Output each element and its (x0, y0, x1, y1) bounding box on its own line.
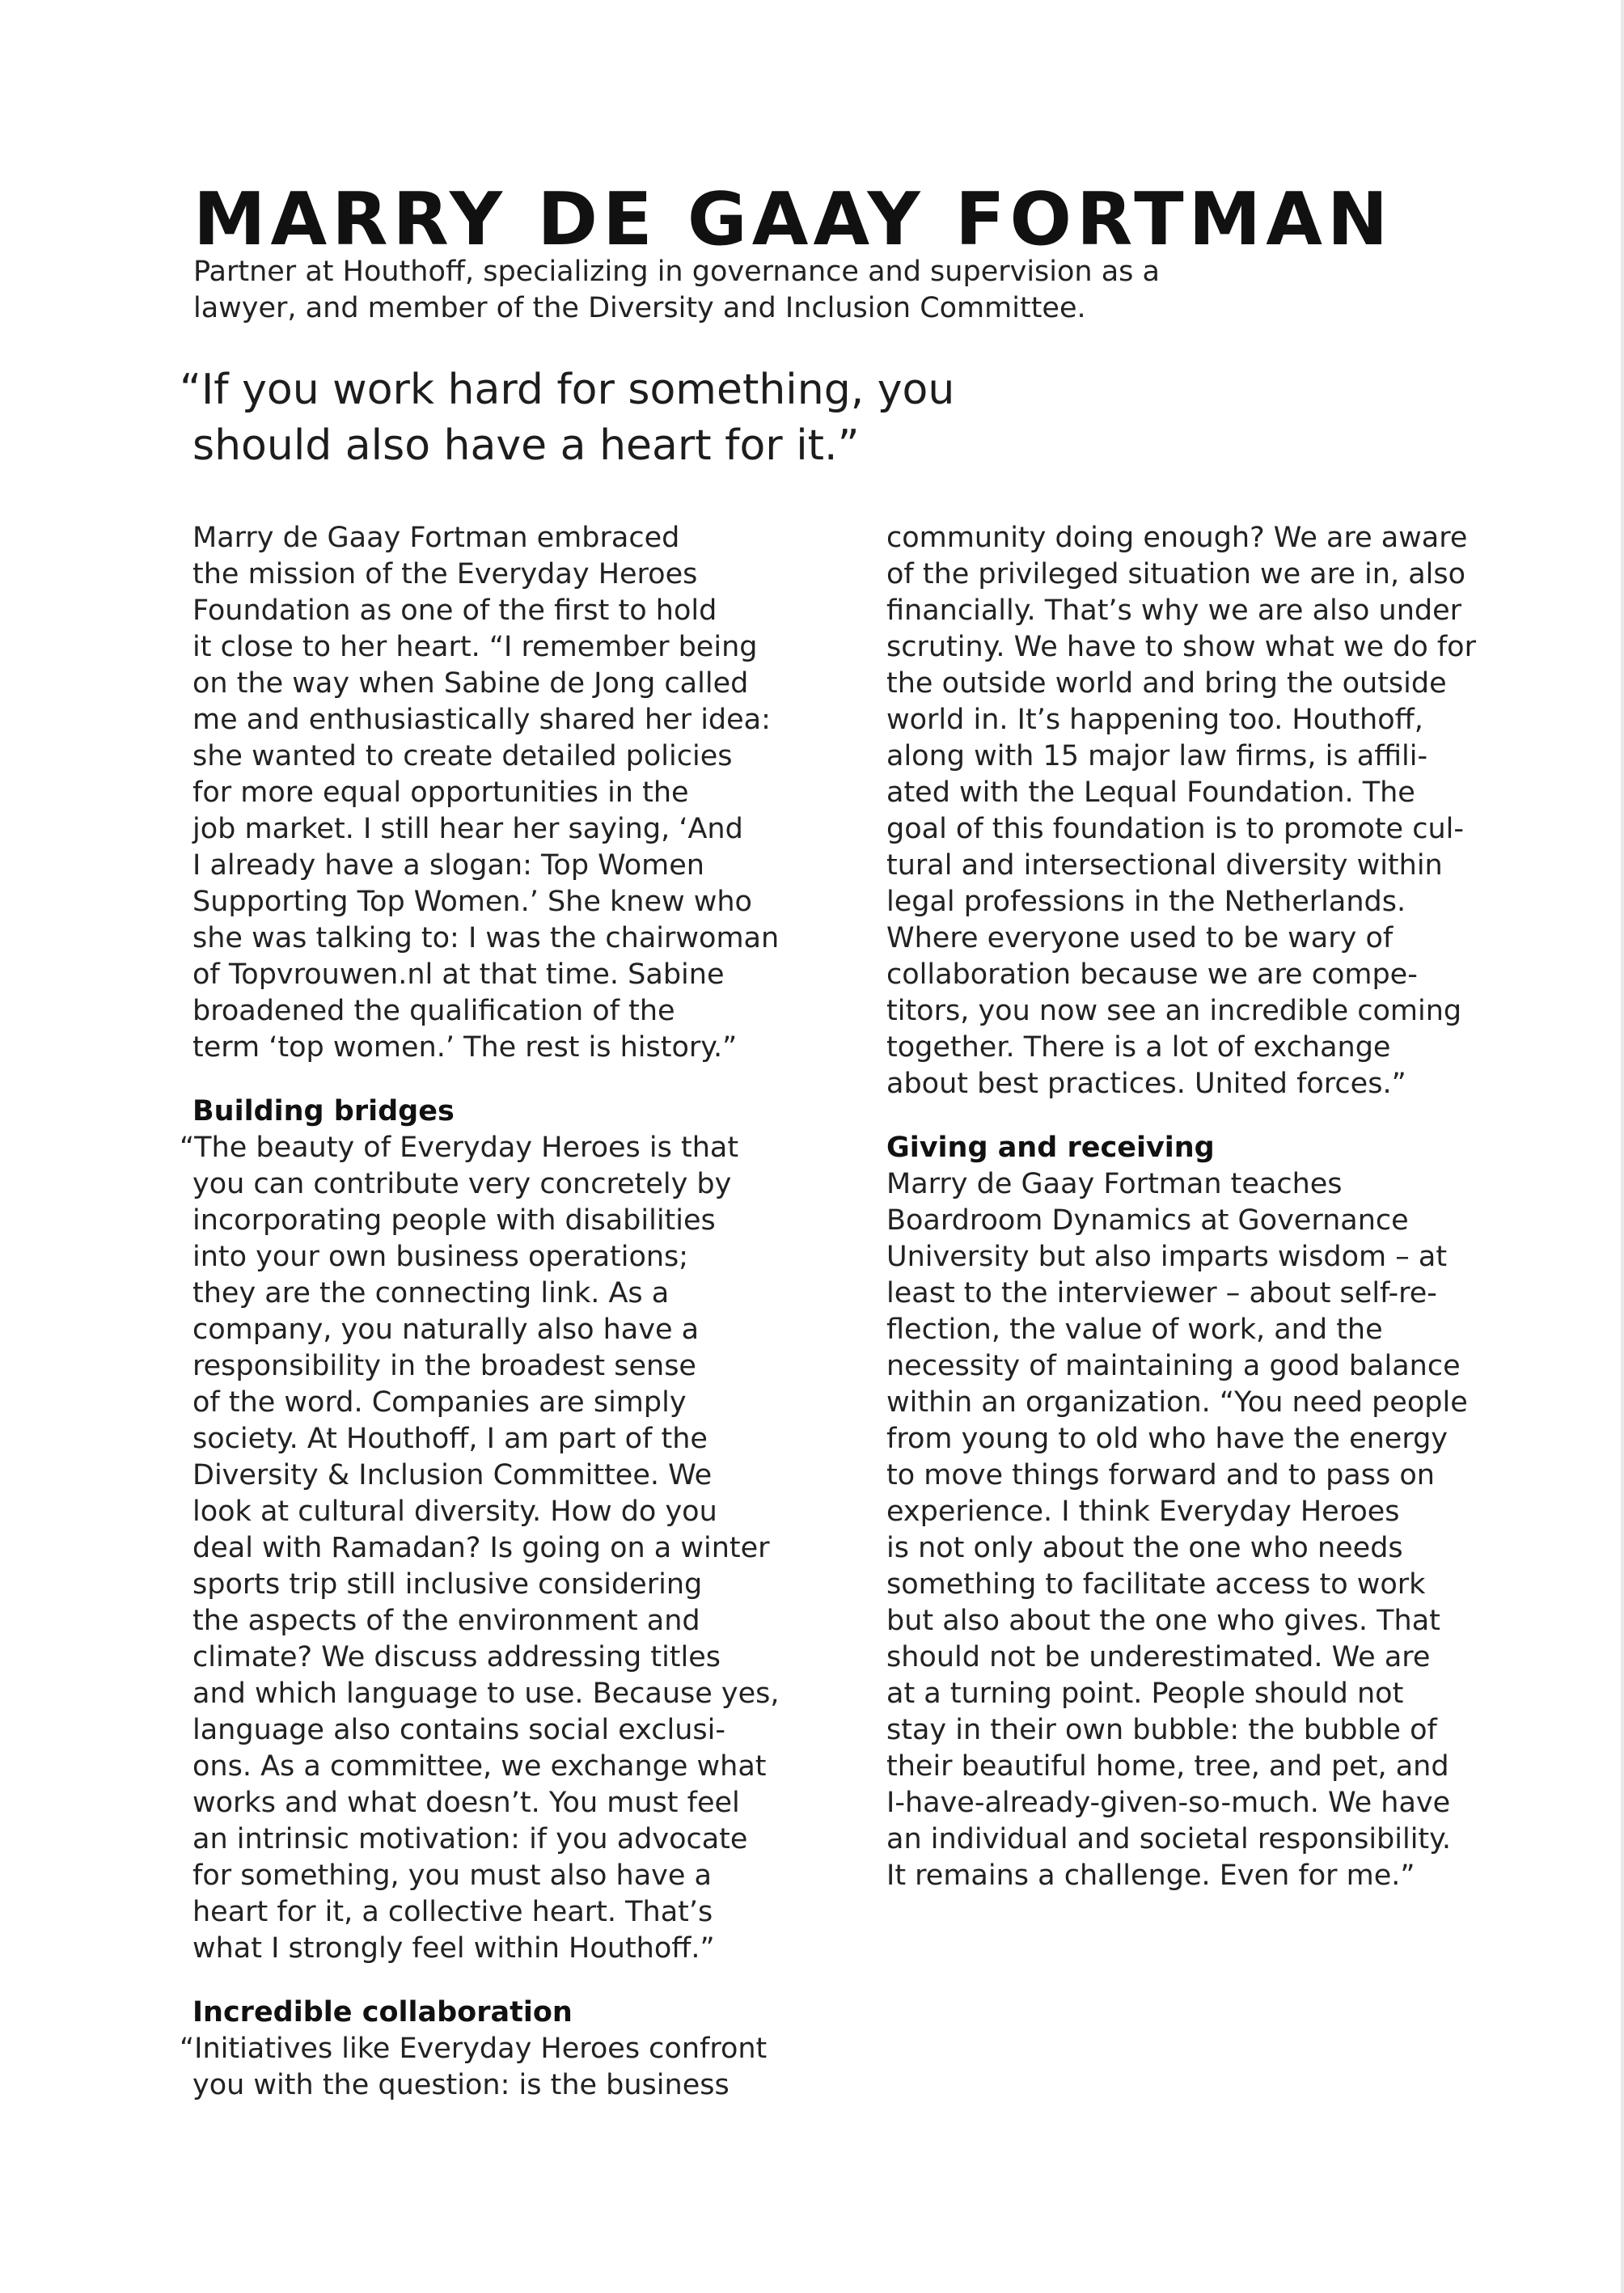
text-line: Diversity & Inclusion Committee. We (192, 1459, 713, 1491)
text-line: on the way when Sabine de Jong called (192, 667, 749, 700)
text-line: you can contribute very concretely by (192, 1168, 732, 1200)
text-line: term ‘top women.’ The rest is history.” (192, 1031, 738, 1064)
giving-and-receiving-paragraph (873, 1166, 1520, 1894)
text-line: sports trip still inclusive considering (192, 1568, 703, 1601)
text-line: job market. I still hear her saying, ‘And (192, 813, 743, 845)
text-line: within an organization. “You need people (886, 1386, 1468, 1419)
page-edge (1621, 0, 1624, 2293)
text-line: she was talking to: I was the chairwoman (192, 922, 780, 954)
intro-paragraph (180, 520, 810, 1066)
text-line: me and enthusiastically shared her idea: (192, 704, 771, 736)
pull-quote (180, 362, 1069, 474)
text-line: I-have-already-given-so-much. We have (886, 1787, 1451, 1819)
text-line: should not be underestimated. We are (886, 1641, 1431, 1673)
continuation-paragraph (873, 520, 1520, 1102)
text-line: into your own business operations; (192, 1241, 689, 1273)
text-line: works and what doesn’t. You must feel (192, 1787, 740, 1819)
text-line: I already have a slogan: Top Women (192, 849, 704, 882)
text-line: but also about the one who gives. That (886, 1605, 1440, 1637)
text-line: financially. That’s why we are also under (886, 594, 1462, 627)
text-line: language also contains social exclusi- (192, 1714, 725, 1746)
text-line: what I strongly feel within Houthoff.” (192, 1932, 715, 1965)
text-line: climate? We discuss addressing titles (192, 1641, 721, 1673)
text-line: Marry de Gaay Fortman embraced (192, 522, 680, 554)
text-line: is not only about the one who needs (886, 1532, 1403, 1564)
section-heading-giving-and-receiving: Giving and receiving (886, 1132, 1215, 1164)
text-line: along with 15 major law firms, is affili- (886, 740, 1428, 772)
text-line: from young to old who have the energy (886, 1423, 1448, 1455)
text-line: titors, you now see an incredible coming (886, 995, 1462, 1027)
text-line: ons. As a committee, we exchange what (192, 1750, 767, 1783)
text-line: scrutiny. We have to show what we do for (886, 631, 1476, 663)
subtitle-line: Partner at Houthoff, specializing in governance and supervision as a (193, 256, 1160, 288)
text-line: Foundation as one of the first to hold (192, 594, 717, 627)
text-line: “The beauty of Everyday Heroes is that (180, 1132, 739, 1164)
pull-quote-line: should also have a heart for it.” (192, 421, 860, 470)
text-line: of Topvrouwen.nl at that time. Sabine (192, 958, 725, 991)
text-line: the outside world and bring the outside (886, 667, 1447, 700)
text-line: Marry de Gaay Fortman teaches (886, 1168, 1343, 1200)
text-line: Where everyone used to be wary of (886, 922, 1394, 954)
text-line: stay in their own bubble: the bubble of (886, 1714, 1437, 1746)
text-line: an individual and societal responsibility. (886, 1823, 1452, 1855)
section-heading-incredible-collaboration: Incredible collaboration (192, 1996, 573, 2029)
text-line: Supporting Top Women.’ She knew who (192, 886, 752, 918)
text-line: “Initiatives like Everyday Heroes confront (180, 2033, 768, 2065)
text-line: the aspects of the environment and (192, 1605, 700, 1637)
text-line: deal with Ramadan? Is going on a winter (192, 1532, 770, 1564)
text-line: of the word. Companies are simply (192, 1386, 687, 1419)
text-line: community doing enough? We are aware (886, 522, 1468, 554)
text-line: necessity of maintaining a good balance (886, 1350, 1461, 1382)
page-title: MARRY DE GAAY FORTMAN (193, 177, 1394, 262)
subtitle (193, 254, 1245, 327)
text-line: of the privileged situation we are in, also (886, 558, 1466, 590)
text-line: it close to her heart. “I remember being (192, 631, 758, 663)
right-column (873, 520, 1520, 1894)
text-line: and which language to use. Because yes, (192, 1677, 780, 1710)
text-line: together. There is a lot of exchange (886, 1031, 1391, 1064)
text-line: broadened the qualification of the (192, 995, 675, 1027)
left-column (180, 520, 810, 2104)
text-line: the mission of the Everyday Heroes (192, 558, 698, 590)
text-line: company, you naturally also have a (192, 1314, 700, 1346)
text-line: world in. It’s happening too. Houthoff, (886, 704, 1423, 736)
text-line: they are the connecting link. As a (192, 1277, 670, 1309)
text-line: ated with the Lequal Foundation. The (886, 776, 1415, 809)
text-line: responsibility in the broadest sense (192, 1350, 696, 1382)
building-bridges-paragraph (180, 1130, 810, 1967)
text-line: for something, you must also have a (192, 1859, 712, 1892)
text-line: legal professions in the Netherlands. (886, 886, 1406, 918)
text-line: It remains a challenge. Even for me.” (886, 1859, 1415, 1892)
text-line: incorporating people with disabilities (192, 1204, 716, 1237)
text-line: at a turning point. People should not (886, 1677, 1404, 1710)
text-line: look at cultural diversity. How do you (192, 1496, 717, 1528)
text-line: Boardroom Dynamics at Governance (886, 1204, 1409, 1237)
text-line: least to the interviewer – about self-re- (886, 1277, 1437, 1309)
text-line: their beautiful home, tree, and pet, and (886, 1750, 1449, 1783)
incredible-collaboration-paragraph (180, 2031, 810, 2104)
text-line: University but also imparts wisdom – at (886, 1241, 1448, 1273)
text-line: an intrinsic motivation: if you advocate (192, 1823, 748, 1855)
text-line: she wanted to create detailed policies (192, 740, 733, 772)
text-line: collaboration because we are compe- (886, 958, 1418, 991)
text-line: you with the question: is the business (192, 2069, 730, 2101)
section-heading-building-bridges: Building bridges (192, 1095, 455, 1127)
pull-quote-line: “If you work hard for something, you (180, 366, 955, 414)
subtitle-line: lawyer, and member of the Diversity and Inclusion Committee. (193, 292, 1086, 324)
text-line: about best practices. United forces.” (886, 1068, 1406, 1100)
text-line: society. At Houthoff, I am part of the (192, 1423, 708, 1455)
text-line: something to facilitate access to work (886, 1568, 1426, 1601)
text-line: for more equal opportunities in the (192, 776, 689, 809)
text-line: experience. I think Everyday Heroes (886, 1496, 1400, 1528)
text-line: flection, the value of work, and the (886, 1314, 1383, 1346)
text-line: heart for it, a collective heart. That’s (192, 1896, 713, 1928)
text-line: goal of this foundation is to promote cul- (886, 813, 1464, 845)
text-line: to move things forward and to pass on (886, 1459, 1435, 1491)
text-line: tural and intersectional diversity within (886, 849, 1443, 882)
